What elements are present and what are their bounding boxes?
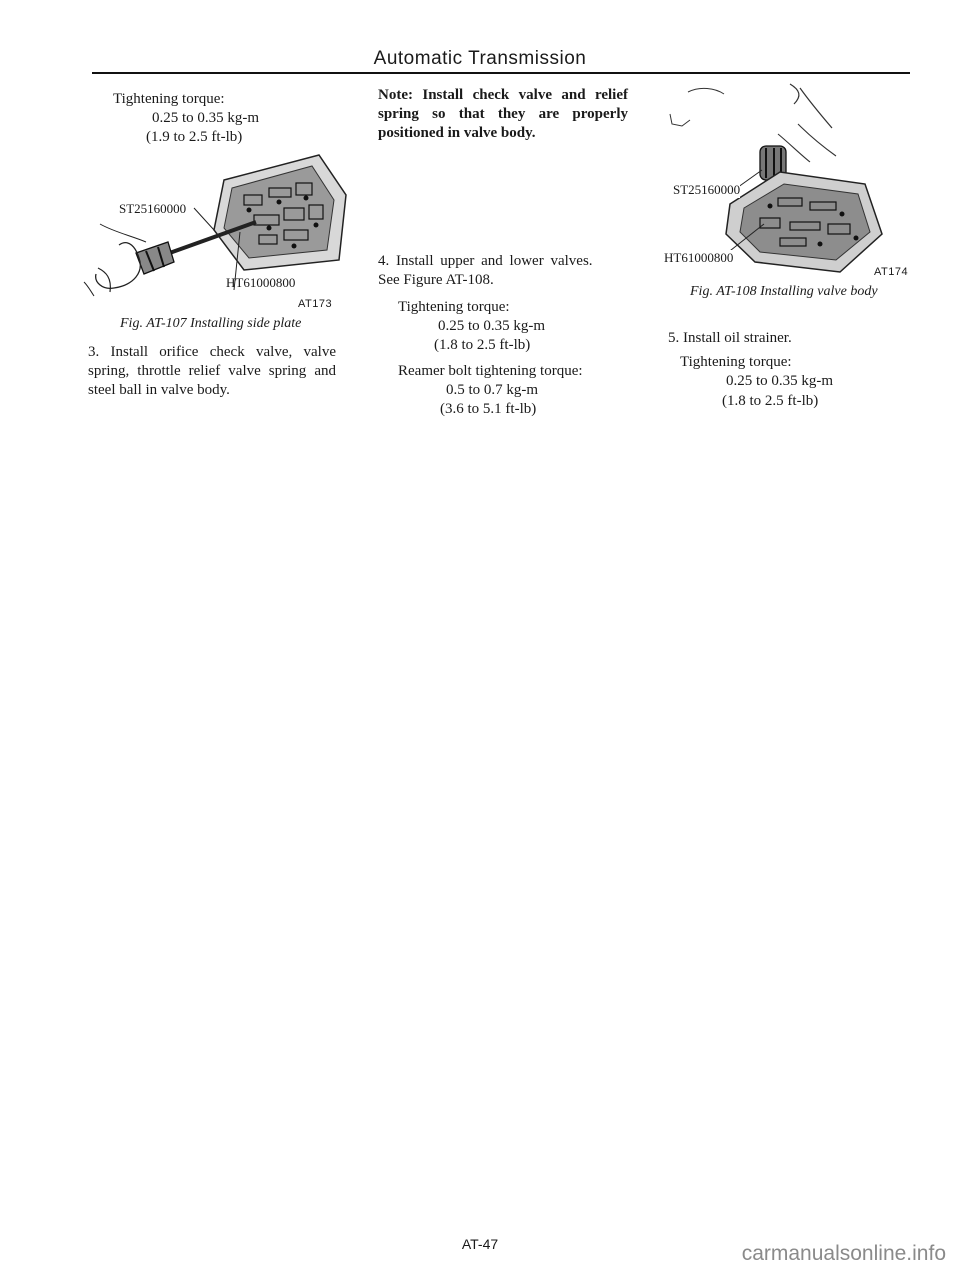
reamer-torque-value-imperial: (3.6 to 5.1 ft-lb) <box>440 401 537 417</box>
note-text: Note: Install check valve and relief spring so that they are properly positioned in valve body. <box>378 87 628 141</box>
right-torque-label: Tightening torque: <box>680 354 792 370</box>
step-4-line-1: 4. Install upper and lower valves. <box>378 253 593 269</box>
left-torque-value-imperial: (1.9 to 2.5 ft-lb) <box>146 129 243 145</box>
left-torque-label: Tightening torque: <box>113 91 225 107</box>
page-number: AT-47 <box>461 1236 499 1252</box>
middle-torque-label: Tightening torque: <box>398 299 510 315</box>
reamer-torque-label: Reamer bolt tightening torque: <box>398 363 583 379</box>
page-header-title: Automatic Transmission <box>373 48 587 69</box>
left-tool-label-st: ST25160000 <box>119 201 187 216</box>
header-rule <box>92 72 910 74</box>
right-figure-code: AT174 <box>874 266 909 278</box>
right-torque-value-imperial: (1.8 to 2.5 ft-lb) <box>722 393 819 409</box>
middle-torque-value-imperial: (1.8 to 2.5 ft-lb) <box>434 337 531 353</box>
side-plate-illustration <box>84 150 346 300</box>
step-4-line-2: See Figure AT-108. <box>378 272 494 288</box>
left-figure-code: AT173 <box>298 298 333 310</box>
reamer-torque-value-metric: 0.5 to 0.7 kg-m <box>446 382 539 398</box>
left-torque-value-metric: 0.25 to 0.35 kg-m <box>152 110 260 126</box>
step-5-text: 5. Install oil strainer. <box>668 330 792 346</box>
middle-torque-value-metric: 0.25 to 0.35 kg-m <box>438 318 546 334</box>
step-3-text: 3. Install orifice check valve, valve spring, throttle relief valve spring and steel ball in valve body. <box>88 344 336 398</box>
watermark: carmanualsonline.info <box>741 1242 946 1265</box>
left-figure-caption: Fig. AT-107 Installing side plate <box>120 316 302 331</box>
right-torque-value-metric: 0.25 to 0.35 kg-m <box>726 373 834 389</box>
right-tool-label-ht: HT61000800 <box>664 250 734 265</box>
right-figure-caption: Fig. AT-108 Installing valve body <box>690 284 878 299</box>
left-tool-label-ht: HT61000800 <box>226 275 296 290</box>
right-tool-label-st: ST25160000 <box>673 182 741 197</box>
